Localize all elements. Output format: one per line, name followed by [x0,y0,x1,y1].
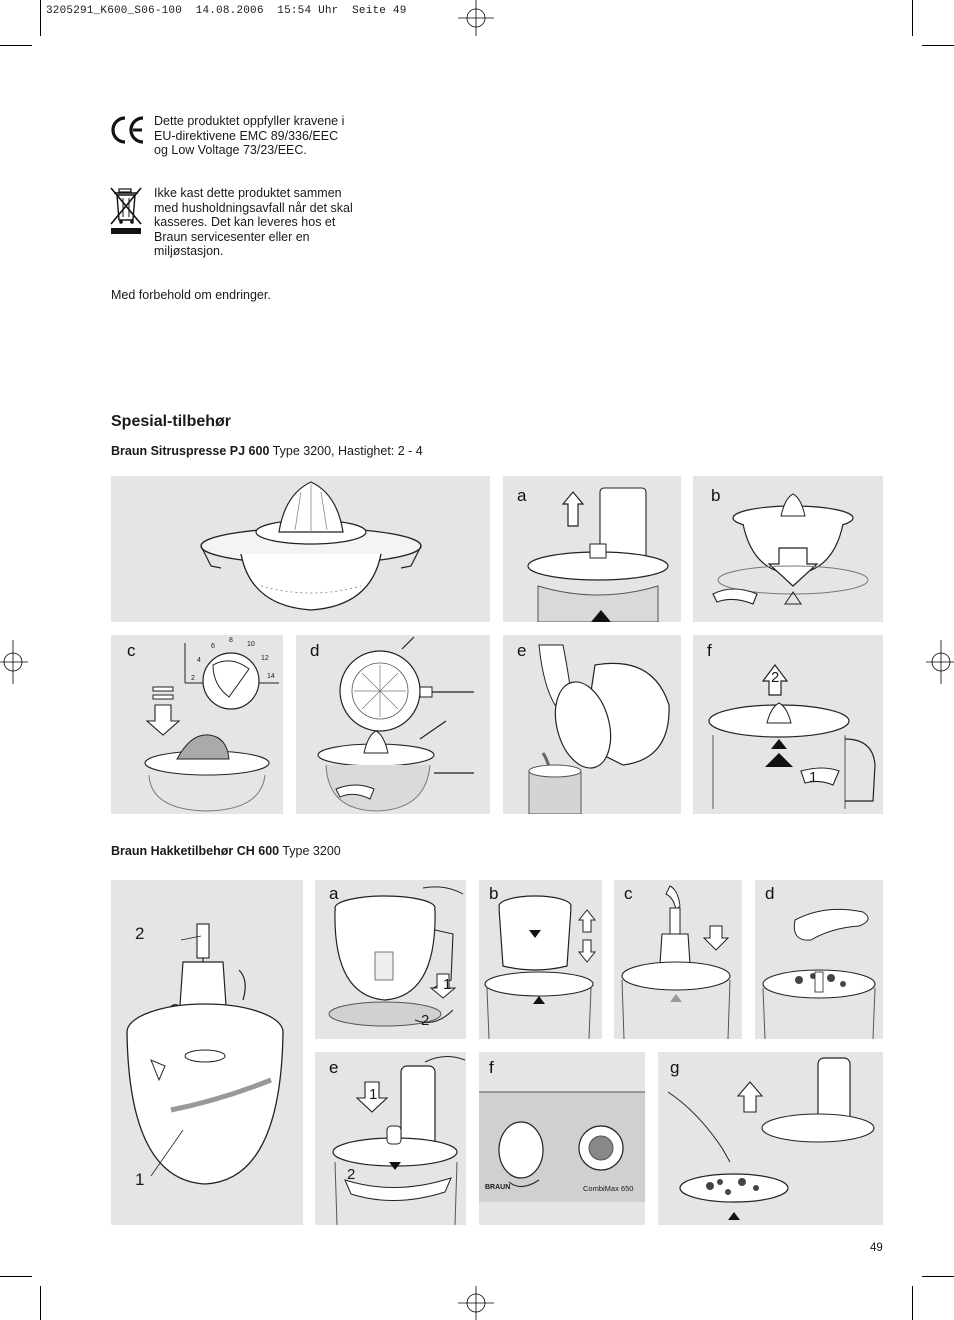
registration-mark-bottom [456,1286,496,1320]
chopper-panel-g [658,1052,883,1225]
chopper-panel-c [614,880,742,1039]
chopper-part-1: 1 [135,1170,145,1189]
chopper-panel-a [315,880,466,1039]
print-header [46,5,407,17]
citrus-product-spec: Type 3200, Hastighet: 2 - 4 [269,444,423,458]
citrus-label-e: e [517,641,527,660]
citrus-panel-e [503,635,681,814]
citrus-label-b: b [711,486,721,505]
citrus-step-1: 1 [809,769,818,786]
chopper-label-c: c [624,884,633,903]
page-reference: Seite 49 [352,5,407,17]
chopper-label-f: f [489,1058,494,1077]
registration-mark-right [926,640,954,684]
chopper-panel-f [479,1052,645,1225]
dial-number-10: 10 [247,641,255,648]
chopper-label-a: a [329,884,339,903]
dial-number-6: 6 [211,643,215,650]
citrus-label-f: f [707,641,712,660]
chopper-label-b: b [489,884,499,903]
section-title: Spesial-tilbehør [111,413,232,430]
dial-number-12: 12 [261,655,269,662]
reservation-note: Med forbehold om endringer. [111,288,271,302]
chopper-label-e: e [329,1058,339,1077]
file-code: 3205291_K600_S06-100 [46,5,183,17]
citrus-panel-f [693,635,883,814]
chopper-a-step-1: 1 [443,976,452,993]
chopper-panel-d [755,880,883,1039]
chopper-part-2: 2 [135,924,145,943]
citrus-subtitle [111,444,423,458]
chopper-e-step-2: 2 [347,1166,356,1183]
chopper-main-illustration [111,880,303,1225]
print-time: 15:54 Uhr [277,5,339,17]
chopper-panel-b [479,880,602,1039]
citrus-panel-b [693,476,883,622]
registration-mark-top [456,0,496,36]
citrus-panel-a [503,476,681,622]
weee-notice-text: Ikke kast dette produktet sammen med husholdningsavfall når det skal kasseres. Det kan leveres hos et Braun servicesenter eller en miljøstasjon. [154,186,353,258]
chopper-panel-e [315,1052,466,1225]
print-date: 14.08.2006 [195,5,264,17]
citrus-label-c: c [127,641,136,660]
chopper-e-step-1: 1 [369,1086,378,1103]
crossed-bin-icon [110,186,144,236]
citrus-label-d: d [310,641,320,660]
chopper-label-d: d [765,884,775,903]
citrus-step-2: 2 [771,669,780,686]
dial-number-2: 2 [191,675,195,682]
ce-notice-text: Dette produktet oppfyller kravene i EU-direktivene EMC 89/336/EEC og Low Voltage 73/23/EEC. [154,114,345,157]
device-name: CombiMax 650 [583,1184,634,1193]
ce-mark-icon [110,114,146,146]
device-brand: BRAUN [485,1184,511,1191]
citrus-main-illustration [111,476,490,622]
chopper-label-g: g [670,1058,680,1077]
citrus-label-a: a [517,486,527,505]
citrus-product-name: Braun Sitruspresse PJ 600 [111,444,270,458]
citrus-panel-c [111,635,283,814]
dial-number-4: 4 [197,657,201,664]
dial-number-14: 14 [267,673,275,680]
page-number: 49 [870,1242,883,1254]
chopper-product-spec: Type 3200 [279,844,341,858]
chopper-subtitle [111,844,341,858]
chopper-product-name: Braun Hakketilbehør CH 600 [111,844,280,858]
chopper-a-step-2: 2 [421,1012,430,1029]
citrus-panel-d [296,635,490,814]
dial-number-8: 8 [229,637,233,644]
registration-mark-left [0,640,28,684]
